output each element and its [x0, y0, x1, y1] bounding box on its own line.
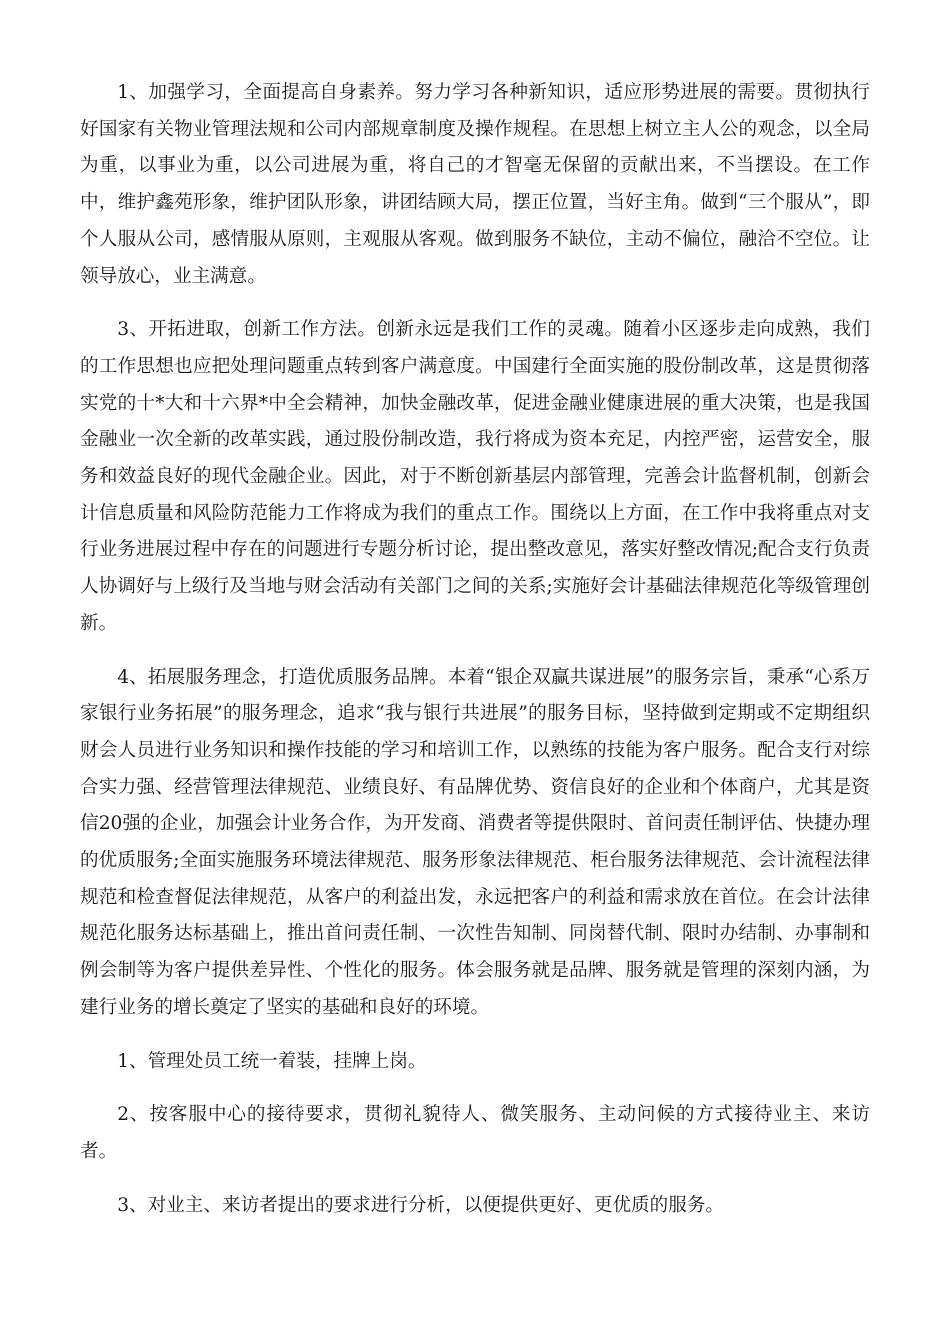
paragraph-study: 1、加强学习，全面提高自身素养。努力学习各种新知识，适应形势进展的需要。贯彻执行好国家有关物业管理法规和公司内部规章制度及操作规程。在思想上树立主人公的观念，以全局为重，以事业为重，以公司进展为重，将自己的才智毫无保留的贡献出来，不当摆设。在工作中，维护鑫苑形象，维护团队形象，讲团结顾大局，摆正位置，当好主角。做到“三个服从”，即个人服从公司，感情服从原则，主观服从客观。做到服务不缺位，主动不偏位，融洽不空位。让领导放心，业主满意。 [80, 82, 870, 287]
paragraph-reception: 2、按客服中心的接待要求，贯彻礼貌待人、微笑服务、主动问候的方式接待业主、来访者。 [80, 1104, 870, 1162]
paragraph-innovation: 3、开拓进取，创新工作方法。创新永远是我们工作的灵魂。随着小区逐步走向成熟，我们的工作思想也应把处理问题重点转到客户满意度。中国建行全面实施的股份制改革，这是贯彻落实党的十*大和十六界*中全会精神，加快金融改革，促进金融业健康进展的重大决策，也是我国金融业一次全新的改革实践，通过股份制改造，我行将成为资本充足，内控严密，运营安全，服务和效益良好的现代金融企业。因此，对于不断创新基层内部管理，完善会计监督机制，创新会计信息质量和风险防范能力工作将成为我们的重点工作。围绕以上方面，在工作中我将重点对支行业务进展过程中存在的问题进行专题分析讨论，提出整改意见，落实好整改情况;配合支行负责人协调好与上级行及当地与财会活动有关部门之间的关系;实施好会计基础法律规范化等级管理创新。 [80, 319, 870, 634]
paragraph-analysis: 3、对业主、来访者提出的要求进行分析，以便提供更好、更优质的服务。 [117, 1194, 725, 1216]
paragraph-service-brand: 4、拓展服务理念，打造优质服务品牌。本着“银企双赢共谋进展”的服务宗旨，秉承“心系万家银行业务拓展”的服务理念，追求“我与银行共进展”的服务目标，坚持做到定期或不定期组织财会人员进行业务知识和操作技能的学习和培训工作，以熟练的技能为客户服务。配合支行对综合实力强、经营管理法律规范、业绩良好、有品牌优势、资信良好的企业和个体商户，尤其是资信20强的企业，加强会计业务合作，为开发商、消费者等提供限时、首问责任制评估、快捷办理的优质服务;全面实施服务环境法律规范、服务形象法律规范、柜台服务法律规范、会计流程法律规范和检查督促法律规范，从客户的利益出发，永远把客户的利益和需求放在首位。在会计法律规范化服务达标基础上，推出首问责任制、一次性告知制、同岗替代制、限时办结制、办事制和例会制等为客户提供差异性、个性化的服务。体会服务就是品牌、服务就是管理的深刻内涵，为建行业务的增长奠定了坚实的基础和良好的环境。 [80, 666, 870, 1018]
paragraph-uniform: 1、管理处员工统一着装，挂牌上岗。 [117, 1050, 427, 1072]
document-body [80, 75, 870, 1241]
